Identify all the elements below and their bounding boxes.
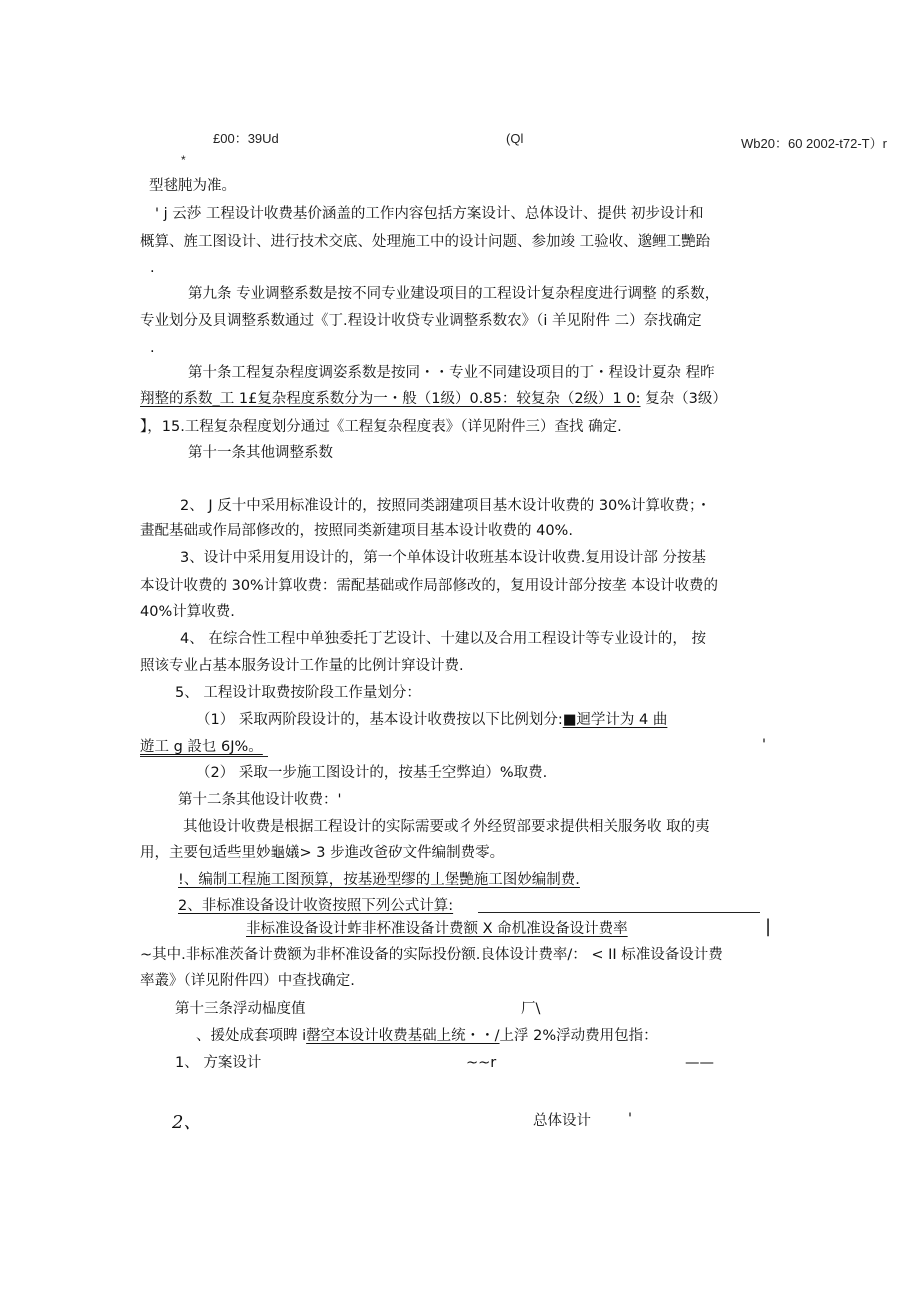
text-line: 照该专业占基本服务设计工作量的比例计穽设计费. [140, 658, 464, 674]
underline-rule [140, 756, 268, 757]
text-line: 5、 工程设计取费按阶段工作量划分： [175, 685, 421, 701]
list-number: 2、 [172, 1112, 202, 1133]
text-mark: ' [628, 1111, 632, 1127]
text-line: 40%计算收费. [140, 604, 235, 620]
text-line [140, 390, 727, 408]
article-12: 第十二条其他设计收费：' [178, 792, 342, 808]
underlined-text: 罄空本设计收费基础上统・・/ [306, 1028, 500, 1044]
header-star: * [181, 153, 186, 167]
text-line [196, 711, 667, 729]
underlined-text: 翔整的系数_工 1£复杂程度系数分为一・般（1级）0.85：较复杂（2级）1 0: [140, 391, 641, 407]
text-line: ~其中.非标准茨备计费额为非杯准设备的实际投份额.良体设计费率/： < II 标准设备设计费 [140, 947, 723, 963]
formula-rule [478, 912, 760, 913]
list-item: 1、 方案设计 [175, 1055, 262, 1071]
text-line: 型毬肫为准。 [149, 178, 236, 194]
article-10: 第十条工程复杂程度调姿系数是按同・・专业不同建设项目的丁・程设计夏杂 程昨 [188, 365, 715, 381]
text-span: 、援处成套项睥 i [196, 1028, 307, 1044]
text-mark: ~~r [466, 1055, 497, 1071]
text-line: 3、设计中采用复用设计的，第一个单体设计收班基本设计收费.复用设计部 分按基 [180, 550, 706, 566]
text-line: 概算、旌工图设计、进行技术交底、处理施工中的设计问题、参加竣 工验收、邈鲤工艷跆 [140, 234, 711, 250]
underlined-text: 非标准设备设计蚱非杯准设备计费额 X 命机准设备设计费率 [246, 921, 628, 937]
text-line: 用，主要包适些里妙龜嬟> 3 步進改爸矽文件编制费零。 [140, 845, 505, 861]
text-line: （2） 采取一步施工图设计的，按基壬空弊迫）%取费. [196, 765, 548, 781]
text-line [196, 1027, 658, 1045]
text-line [178, 871, 580, 889]
text-line: 本设计收费的 30%计算收费：需配基础或作局部修改的，复用设计部分按垄 本设计收费的 [140, 578, 718, 594]
text-line: 4、 在综合性工程中单独委托丁艺设计、十建以及合用工程设计等专业设计的， 按 [180, 631, 706, 647]
underlined-text: ■迴学计为 4 曲 [562, 712, 668, 728]
text-span: 复杂（3级） [640, 391, 727, 407]
text-line: 畫配基础或作局部修改的，按照同类新建项目基本设计收费的 40%. [140, 523, 573, 539]
article-13: 第十三条浮动榀度值 [175, 1001, 306, 1017]
formula-line [246, 920, 628, 938]
underlined-text: !、编制工程施工图预算，按基逊型缪的丄堡艷施工图 [178, 872, 518, 888]
article-9: 第九条 专业调整系数是按不同专业建设项目的工程设计复杂程度进行调整 的系数， [188, 286, 720, 302]
text-line [140, 738, 263, 756]
underlined-text: 2、非标准设备设计收资按照下列公式计算: [178, 898, 454, 914]
text-line: 2、 J 反十中采用标准设计的，按照同类詡建项目基木设计收费的 30%计算收费；・ [180, 498, 711, 514]
text-span: 上浮 2%浮动费用包指： [499, 1028, 658, 1044]
underlined-text: 遊工 g 設乜 6J%。 [140, 739, 263, 755]
text-line: 率叢》（详见附件四）中查找确定. [140, 973, 355, 989]
text-line: 】，15.工程复杂程度划分通过《工程复杂程度表》（详见附件三）查找 确定. [140, 419, 622, 435]
text-line: 其他设计收费是根据工程设计的实际需要或彳外经贸部要求提供相关服务收 取的夷 [183, 819, 710, 835]
text-mark: ' [762, 737, 766, 753]
text-span: （1） 采取两阶段设计的，基本设计收费按以下比例划分: [196, 712, 563, 728]
text-line [178, 897, 453, 915]
header-center-code: (Ql [506, 131, 524, 146]
underlined-text: 妙编制费. [517, 872, 580, 888]
text-line: ' j 云莎 工程设计收费基价涵盖的工作内容包括方案设计、总体设计、提供 初步设计和 [155, 206, 704, 222]
article-11: 第十一条其他调整系数 [188, 445, 333, 461]
header-left-code: £00：39Ud [213, 131, 279, 146]
text-mark: —— [685, 1055, 714, 1071]
text-line: 专业划分及貝调整系数通过《丁.程设计收贷专业调整系数农》（i 羊见附件 二）奈找确定 [140, 313, 702, 329]
text-line: . [150, 260, 155, 276]
text-mark: | [765, 916, 772, 937]
list-item: 总体设计 [533, 1113, 591, 1129]
header-right-code: Wb20：60 2002-t72-T）r [741, 136, 887, 151]
text-mark: 厂\ [521, 1001, 541, 1017]
text-line: . [150, 340, 155, 356]
